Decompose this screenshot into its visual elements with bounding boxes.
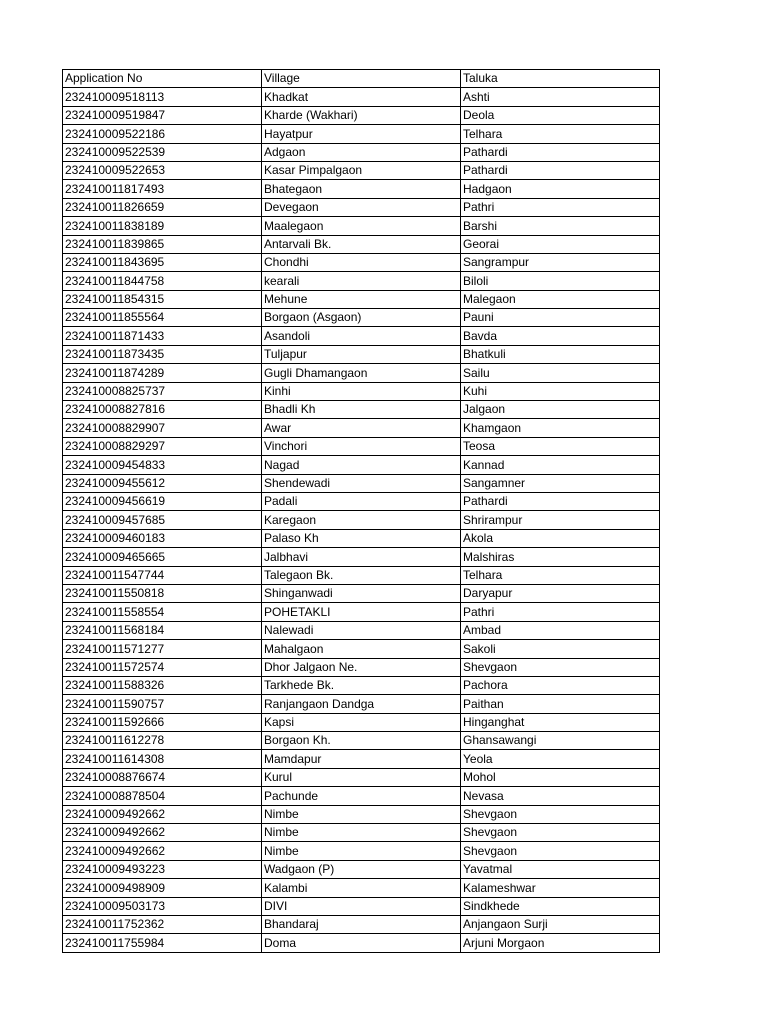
table-row xyxy=(63,621,660,639)
cell-taluka[interactable]: Telhara xyxy=(461,566,660,584)
cell-taluka[interactable]: Yeola xyxy=(461,750,660,768)
cell-application-no[interactable]: 232410008825737 xyxy=(63,382,262,400)
cell-village[interactable]: Nimbe xyxy=(262,824,461,842)
cell-village[interactable]: Devegaon xyxy=(262,198,461,216)
table-row xyxy=(63,529,660,547)
cell-village[interactable]: Mamdapur xyxy=(262,750,461,768)
cell-taluka[interactable]: Shrirampur xyxy=(461,511,660,529)
cell-taluka[interactable]: Paithan xyxy=(461,695,660,713)
cell-application-no[interactable]: 232410009492662 xyxy=(63,805,262,823)
table-row xyxy=(63,934,660,952)
cell-taluka[interactable]: Mohol xyxy=(461,768,660,786)
cell-village[interactable]: Nimbe xyxy=(262,805,461,823)
table-row xyxy=(63,676,660,694)
table-row xyxy=(63,143,660,161)
cell-village[interactable]: Mehune xyxy=(262,290,461,308)
table-row xyxy=(63,198,660,216)
table-row xyxy=(63,364,660,382)
cell-village[interactable]: Shinganwadi xyxy=(262,584,461,602)
cell-village[interactable]: Tuljapur xyxy=(262,345,461,363)
table-row xyxy=(63,915,660,933)
cell-application-no[interactable]: 232410009519847 xyxy=(63,106,262,124)
cell-taluka[interactable]: Daryapur xyxy=(461,584,660,602)
cell-village[interactable]: Wadgaon (P) xyxy=(262,860,461,878)
cell-application-no[interactable]: 232410009518113 xyxy=(63,88,262,106)
cell-village[interactable]: Kapsi xyxy=(262,713,461,731)
table-row xyxy=(63,695,660,713)
cell-taluka[interactable]: Teosa xyxy=(461,437,660,455)
table-row xyxy=(63,125,660,143)
cell-taluka[interactable]: Sangamner xyxy=(461,474,660,492)
cell-village[interactable]: DIVI xyxy=(262,897,461,915)
table-row xyxy=(63,88,660,106)
header-application-no[interactable]: Application No xyxy=(63,70,262,88)
table-row xyxy=(63,511,660,529)
cell-application-no[interactable]: 232410009457685 xyxy=(63,511,262,529)
table-row xyxy=(63,584,660,602)
cell-application-no[interactable]: 232410011854315 xyxy=(63,290,262,308)
table-row xyxy=(63,713,660,731)
cell-application-no[interactable]: 232410011590757 xyxy=(63,695,262,713)
cell-application-no[interactable]: 232410009454833 xyxy=(63,456,262,474)
header-village[interactable]: Village xyxy=(262,70,461,88)
cell-application-no[interactable]: 232410011614308 xyxy=(63,750,262,768)
cell-village[interactable]: Shendewadi xyxy=(262,474,461,492)
cell-application-no[interactable]: 232410011838189 xyxy=(63,217,262,235)
cell-application-no[interactable]: 232410011592666 xyxy=(63,713,262,731)
cell-village[interactable]: Karegaon xyxy=(262,511,461,529)
cell-taluka[interactable]: Sangrampur xyxy=(461,253,660,271)
cell-village[interactable]: Dhor Jalgaon Ne. xyxy=(262,658,461,676)
cell-application-no[interactable]: 232410009465665 xyxy=(63,548,262,566)
cell-taluka[interactable]: Barshi xyxy=(461,217,660,235)
cell-application-no[interactable]: 232410011817493 xyxy=(63,180,262,198)
cell-application-no[interactable]: 232410011855564 xyxy=(63,309,262,327)
cell-application-no[interactable]: 232410008829297 xyxy=(63,437,262,455)
cell-application-no[interactable]: 232410011874289 xyxy=(63,364,262,382)
cell-application-no[interactable]: 232410009492662 xyxy=(63,824,262,842)
cell-application-no[interactable]: 232410009455612 xyxy=(63,474,262,492)
cell-taluka[interactable]: Deola xyxy=(461,106,660,124)
cell-taluka[interactable]: Shevgaon xyxy=(461,842,660,860)
table-row xyxy=(63,658,660,676)
table-header-row xyxy=(63,70,660,88)
table-row xyxy=(63,474,660,492)
table-row xyxy=(63,382,660,400)
cell-village[interactable]: Nalewadi xyxy=(262,621,461,639)
cell-taluka[interactable]: Sindkhede xyxy=(461,897,660,915)
cell-village[interactable]: Padali xyxy=(262,492,461,510)
cell-application-no[interactable]: 232410011612278 xyxy=(63,732,262,750)
cell-application-no[interactable]: 232410008827816 xyxy=(63,401,262,419)
cell-village[interactable]: Nagad xyxy=(262,456,461,474)
cell-taluka[interactable]: Biloli xyxy=(461,272,660,290)
cell-village[interactable]: Adgaon xyxy=(262,143,461,161)
cell-taluka[interactable]: Bavda xyxy=(461,327,660,345)
table-row xyxy=(63,548,660,566)
table-row xyxy=(63,750,660,768)
cell-application-no[interactable]: 232410009522186 xyxy=(63,125,262,143)
table-row xyxy=(63,345,660,363)
cell-taluka[interactable]: Bhatkuli xyxy=(461,345,660,363)
cell-application-no[interactable]: 232410011826659 xyxy=(63,198,262,216)
cell-village[interactable]: Khadkat xyxy=(262,88,461,106)
cell-application-no[interactable]: 232410011588326 xyxy=(63,676,262,694)
cell-taluka[interactable]: Ashti xyxy=(461,88,660,106)
cell-taluka[interactable]: Kuhi xyxy=(461,382,660,400)
cell-village[interactable]: Ranjangaon Dandga xyxy=(262,695,461,713)
cell-application-no[interactable]: 232410009498909 xyxy=(63,879,262,897)
cell-taluka[interactable]: Shevgaon xyxy=(461,824,660,842)
cell-application-no[interactable]: 232410011568184 xyxy=(63,621,262,639)
cell-taluka[interactable]: Sakoli xyxy=(461,640,660,658)
cell-application-no[interactable]: 232410009503173 xyxy=(63,897,262,915)
table-row xyxy=(63,768,660,786)
cell-application-no[interactable]: 232410009456619 xyxy=(63,492,262,510)
cell-village[interactable]: Pachunde xyxy=(262,787,461,805)
cell-taluka[interactable]: Ghansawangi xyxy=(461,732,660,750)
cell-application-no[interactable]: 232410011752362 xyxy=(63,915,262,933)
cell-village[interactable]: Awar xyxy=(262,419,461,437)
table-row xyxy=(63,492,660,510)
cell-taluka[interactable]: Yavatmal xyxy=(461,860,660,878)
cell-taluka[interactable]: Pathardi xyxy=(461,492,660,510)
cell-village[interactable]: Chondhi xyxy=(262,253,461,271)
table-row xyxy=(63,732,660,750)
cell-taluka[interactable]: Nevasa xyxy=(461,787,660,805)
cell-taluka[interactable]: Hinganghat xyxy=(461,713,660,731)
cell-application-no[interactable]: 232410009522653 xyxy=(63,161,262,179)
cell-taluka[interactable]: Shevgaon xyxy=(461,805,660,823)
cell-application-no[interactable]: 232410011873435 xyxy=(63,345,262,363)
cell-application-no[interactable]: 232410011550818 xyxy=(63,584,262,602)
table-row xyxy=(63,327,660,345)
cell-taluka[interactable]: Akola xyxy=(461,529,660,547)
cell-village[interactable]: POHETAKLI xyxy=(262,603,461,621)
table-row xyxy=(63,161,660,179)
cell-village[interactable]: Borgaon (Asgaon) xyxy=(262,309,461,327)
table-body xyxy=(63,70,660,953)
cell-village[interactable]: Gugli Dhamangaon xyxy=(262,364,461,382)
cell-taluka[interactable]: Shevgaon xyxy=(461,658,660,676)
table-row xyxy=(63,217,660,235)
cell-village[interactable]: Bhategaon xyxy=(262,180,461,198)
cell-village[interactable]: Kalambi xyxy=(262,879,461,897)
cell-application-no[interactable]: 232410009522539 xyxy=(63,143,262,161)
cell-taluka[interactable]: Georai xyxy=(461,235,660,253)
cell-application-no[interactable]: 232410011547744 xyxy=(63,566,262,584)
cell-village[interactable]: Talegaon Bk. xyxy=(262,566,461,584)
cell-village[interactable]: Kasar Pimpalgaon xyxy=(262,161,461,179)
cell-taluka[interactable]: Pathardi xyxy=(461,161,660,179)
cell-taluka[interactable]: Pathri xyxy=(461,603,660,621)
cell-taluka[interactable]: Jalgaon xyxy=(461,401,660,419)
cell-taluka[interactable]: Arjuni Morgaon xyxy=(461,934,660,952)
cell-village[interactable]: Kurul xyxy=(262,768,461,786)
table-row xyxy=(63,180,660,198)
table-row xyxy=(63,235,660,253)
cell-village[interactable]: Hayatpur xyxy=(262,125,461,143)
cell-taluka[interactable]: Pathri xyxy=(461,198,660,216)
table-row xyxy=(63,860,660,878)
cell-application-no[interactable]: 232410008878504 xyxy=(63,787,262,805)
cell-application-no[interactable]: 232410008876674 xyxy=(63,768,262,786)
cell-village[interactable]: Maalegaon xyxy=(262,217,461,235)
cell-taluka[interactable]: Pathardi xyxy=(461,143,660,161)
cell-taluka[interactable]: Pachora xyxy=(461,676,660,694)
table-row xyxy=(63,456,660,474)
table-row xyxy=(63,897,660,915)
cell-taluka[interactable]: Telhara xyxy=(461,125,660,143)
cell-village[interactable]: Antarvali Bk. xyxy=(262,235,461,253)
cell-taluka[interactable]: Hadgaon xyxy=(461,180,660,198)
cell-village[interactable]: kearali xyxy=(262,272,461,290)
table-row xyxy=(63,842,660,860)
cell-taluka[interactable]: Khamgaon xyxy=(461,419,660,437)
cell-taluka[interactable]: Sailu xyxy=(461,364,660,382)
cell-village[interactable]: Vinchori xyxy=(262,437,461,455)
header-taluka[interactable]: Taluka xyxy=(461,70,660,88)
cell-village[interactable]: Nimbe xyxy=(262,842,461,860)
cell-village[interactable]: Doma xyxy=(262,934,461,952)
cell-village[interactable]: Mahalgaon xyxy=(262,640,461,658)
cell-application-no[interactable]: 232410011871433 xyxy=(63,327,262,345)
cell-application-no[interactable]: 232410009493223 xyxy=(63,860,262,878)
cell-village[interactable]: Asandoli xyxy=(262,327,461,345)
cell-application-no[interactable]: 232410011843695 xyxy=(63,253,262,271)
table-row xyxy=(63,824,660,842)
table-row xyxy=(63,603,660,621)
table-row xyxy=(63,290,660,308)
cell-application-no[interactable]: 232410009460183 xyxy=(63,529,262,547)
table-row xyxy=(63,272,660,290)
table-row xyxy=(63,879,660,897)
cell-taluka[interactable]: Anjangaon Surji xyxy=(461,915,660,933)
table-row xyxy=(63,401,660,419)
table-row xyxy=(63,805,660,823)
cell-application-no[interactable]: 232410008829907 xyxy=(63,419,262,437)
cell-village[interactable]: Jalbhavi xyxy=(262,548,461,566)
table-row xyxy=(63,253,660,271)
cell-taluka[interactable]: Kannad xyxy=(461,456,660,474)
application-table xyxy=(62,69,660,953)
cell-village[interactable]: Kinhi xyxy=(262,382,461,400)
table-row xyxy=(63,437,660,455)
cell-application-no[interactable]: 232410011558554 xyxy=(63,603,262,621)
cell-application-no[interactable]: 232410011839865 xyxy=(63,235,262,253)
cell-taluka[interactable]: Malegaon xyxy=(461,290,660,308)
cell-taluka[interactable]: Ambad xyxy=(461,621,660,639)
cell-application-no[interactable]: 232410011572574 xyxy=(63,658,262,676)
cell-taluka[interactable]: Pauni xyxy=(461,309,660,327)
table-row xyxy=(63,640,660,658)
cell-village[interactable]: Tarkhede Bk. xyxy=(262,676,461,694)
cell-village[interactable]: Borgaon Kh. xyxy=(262,732,461,750)
cell-village[interactable]: Bhandaraj xyxy=(262,915,461,933)
table-row xyxy=(63,106,660,124)
table-row xyxy=(63,787,660,805)
table-row xyxy=(63,419,660,437)
table-row xyxy=(63,566,660,584)
cell-village[interactable]: Palaso Kh xyxy=(262,529,461,547)
table-row xyxy=(63,309,660,327)
cell-taluka[interactable]: Kalameshwar xyxy=(461,879,660,897)
cell-village[interactable]: Bhadli Kh xyxy=(262,401,461,419)
cell-village[interactable]: Kharde (Wakhari) xyxy=(262,106,461,124)
cell-application-no[interactable]: 232410011755984 xyxy=(63,934,262,952)
cell-taluka[interactable]: Malshiras xyxy=(461,548,660,566)
cell-application-no[interactable]: 232410011844758 xyxy=(63,272,262,290)
cell-application-no[interactable]: 232410009492662 xyxy=(63,842,262,860)
cell-application-no[interactable]: 232410011571277 xyxy=(63,640,262,658)
